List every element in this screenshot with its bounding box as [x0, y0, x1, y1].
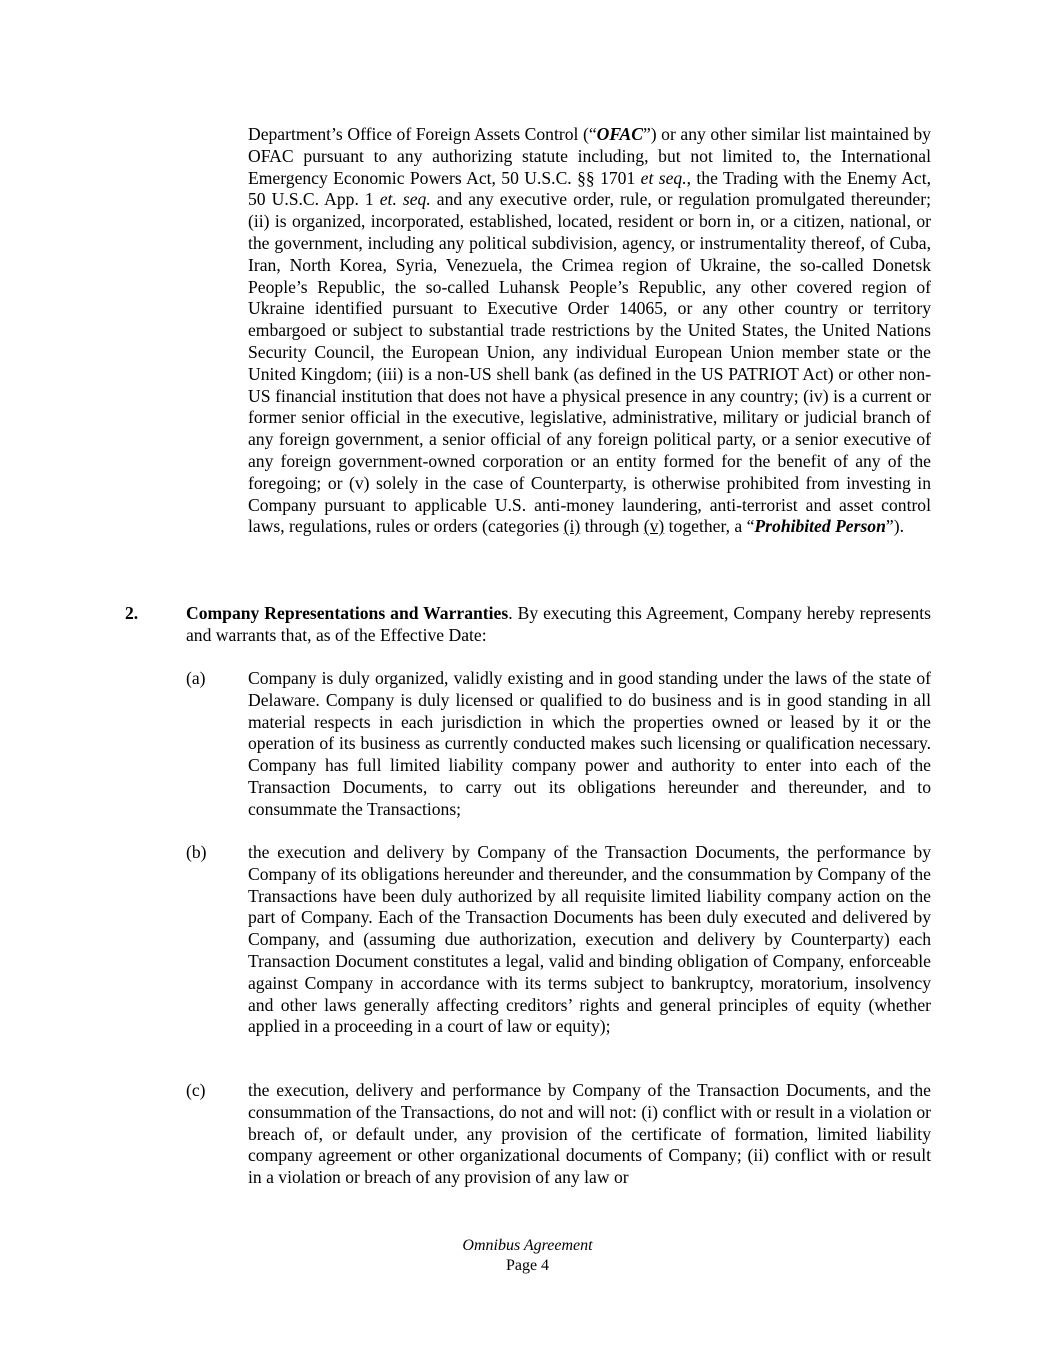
- text-run: and any executive order, rule, or regulation promulgated thereunder; (ii) is organized, incorporated, established, located, resident or born in, or a citizen, national, or the government, including any political subdivision, agency, or instrumentality thereof, of Cuba, Iran, North Korea, Syria, Venezuela, the Crimea region of Ukraine, the so-called Donetsk People’s Republic, the so-called Luhansk People’s Republic, any other covered region of Ukraine identified pursuant to Executive Order 14065, or any other country or territory embargoed or subject to substantial trade restrictions by the United States, the United Nations Security Council, the European Union, any individual European Union member state or the United Kingdom; (iii) is a non-US shell bank (as defined in the US PATRIOT Act) or other non-US financial institution that does not have a physical presence in any country; (iv) is a current or former senior official in the executive, legislative, administrative, military or judicial branch of any foreign government, a senior official of any foreign political party, or a senior executive of any foreign government-owned corporation or an entity formed for the benefit of any of the foregoing; or (v) solely in the case of Counterparty, is otherwise prohibited from investing in Company pursuant to applicable U.S. anti-money laundering, anti-terrorist and asset control laws, regulations, rules or orders (categories: [248, 189, 931, 537]
- text-run: through: [580, 516, 644, 537]
- defined-term-ofac: OFAC: [596, 124, 643, 144]
- section-heading: Company Representations and Warranties: [186, 603, 509, 623]
- text-run: Department’s Office of Foreign Assets Control (“: [248, 124, 597, 144]
- item-label-a: (a): [186, 668, 206, 688]
- text-run: together, a “: [664, 516, 755, 537]
- footer-page-number: Page 4: [505, 1257, 550, 1274]
- footer-title: Omnibus Agreement: [462, 1237, 593, 1254]
- item-text-b: the execution and delivery by Company of the Transaction Documents, the performance by Company of its obligations hereunder and thereunder, and the consummation by Company of the Transactions have been duly authorized by all requisite limited liability company action on the part of Company. Each of the Transaction Documents has been duly executed and delivered by Company, and (assuming due authorization, execution and delivery by Counterparty) each Transaction Document constitutes a legal, valid and binding obligation of Company, enforceable against Company in accordance with its terms subject to bankruptcy, moratorium, insolvency and other laws generally affecting creditors’ rights and general principles of equity (whether applied in a proceeding in a court of law or equity);: [248, 842, 931, 1037]
- text-run: ”).: [885, 516, 904, 537]
- italic-citation: et. seq.: [379, 189, 431, 210]
- text-run: ”) or any other similar list maintained by OFAC pursuant to any authorizing statute including, but not limited to, the International Emergency Economic Powers Act, 50 U.S.C. §§ 1701: [248, 124, 931, 188]
- italic-citation: et seq.: [640, 167, 687, 188]
- item-label-c: (c): [186, 1080, 206, 1100]
- defined-term-prohibited-person: Prohibited Person: [754, 516, 886, 537]
- item-text-a: Company is duly organized, validly existing and in good standing under the laws of the state of Delaware. Company is duly licensed or qualified to do business and is in good standing in all material respects in each jurisdiction in which the properties owned or leased by it or the operation of its business as currently conducted makes such licensing or qualification necessary. Company has full limited liability company power and authority to enter into each of the Transaction Documents, to carry out its obligations hereunder and thereunder, and to consummate the Transactions;: [248, 668, 931, 819]
- item-text-c: the execution, delivery and performance by Company of the Transaction Documents, and the consummation of the Transactions, do not and will not: (i) conflict with or result in a violation or breach of, or default under, any provision of the certificate of formation, limited liability company agreement or other organizational documents of Company; (ii) conflict with or result in a violation or breach of any provision of any law or: [248, 1080, 931, 1188]
- category-ref-i: (i): [563, 516, 581, 537]
- section-intro: . By executing this Agreement, Company hereby represents and warrants that, as of the Effective Date:: [186, 603, 931, 645]
- item-label-b: (b): [186, 842, 207, 862]
- text-run: , the Trading with the Enemy Act, 50 U.S.C. App. 1: [248, 167, 932, 210]
- section-number: 2.: [125, 603, 139, 623]
- section-heading-paragraph: [186, 603, 931, 647]
- category-ref-v: (v): [643, 516, 665, 537]
- continued-paragraph: [248, 124, 931, 538]
